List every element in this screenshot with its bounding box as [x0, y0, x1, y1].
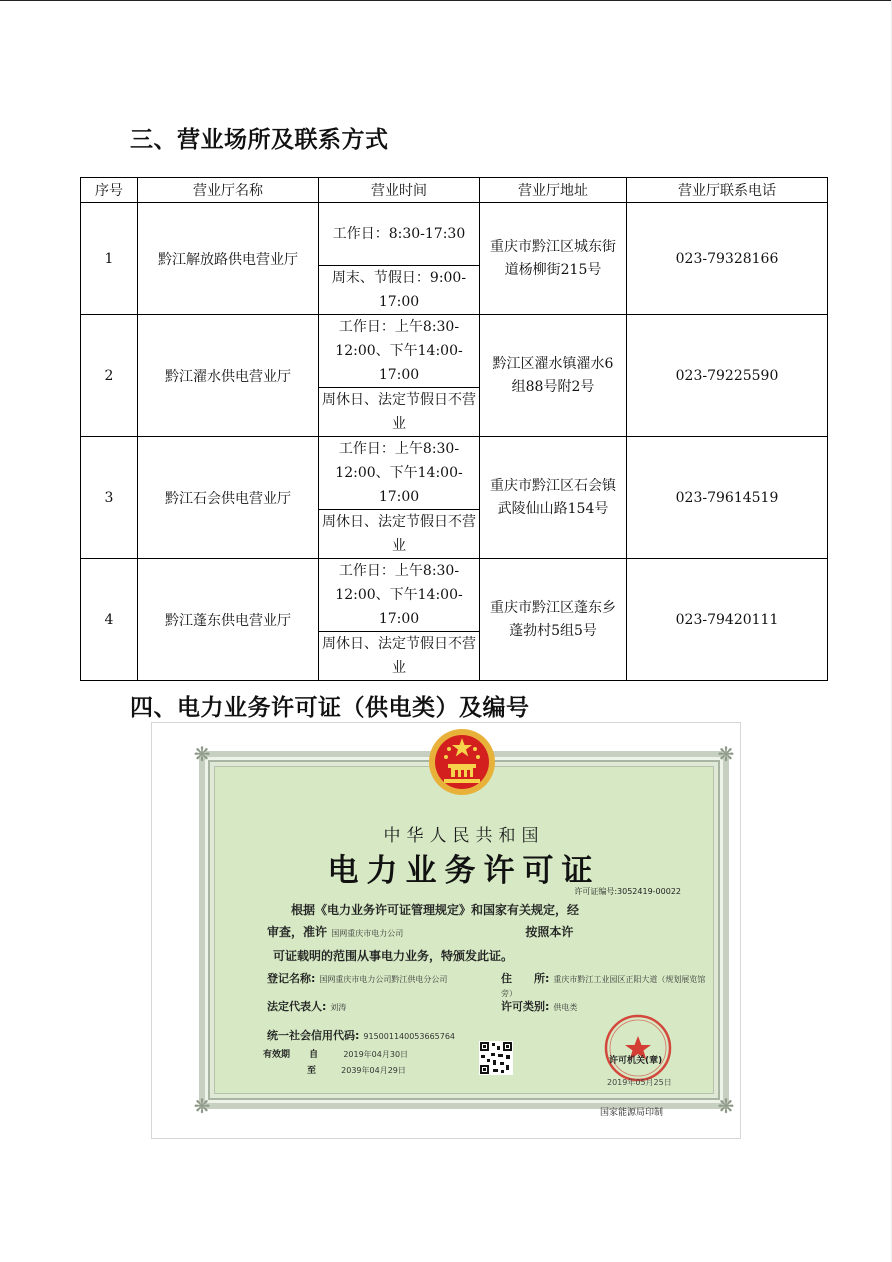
issuing-authority: 许可机关(章): [609, 1056, 663, 1066]
hall-phone: 023-79328166: [627, 203, 828, 315]
certificate-body: [267, 899, 667, 967]
ornament-corner-icon: ❋: [717, 742, 735, 766]
validity-label: 有效期: [263, 1050, 291, 1060]
national-emblem-icon: [427, 727, 497, 797]
ornament-corner-icon: ❋: [193, 742, 211, 766]
certificate-country: 中华人民共和国: [383, 826, 545, 846]
qr-code-icon: [479, 1041, 513, 1075]
hours-weekday: 工作日：上午8:30-12:00、下午14:00-17:00: [319, 315, 480, 388]
table-row: [81, 315, 828, 388]
hall-phone: 023-79420111: [627, 559, 828, 681]
table-header-row: [81, 178, 828, 203]
body-approve: 审查，准许: [267, 925, 328, 939]
hall-name: 黔江濯水供电营业厅: [138, 315, 319, 437]
license-certificate-image: [151, 722, 741, 1139]
table-row: [81, 559, 828, 632]
printer-note: 国家能源局印制: [600, 1108, 664, 1118]
hall-address: 黔江区濯水镇濯水6组88号附2号: [480, 315, 627, 437]
official-seal-icon: [603, 1013, 673, 1083]
section-3-title: 三、营业场所及联系方式: [130, 127, 389, 153]
table-row: [81, 437, 828, 510]
credit-code-label: 统一社会信用代码:: [267, 1029, 360, 1042]
body-line-2: [267, 921, 667, 945]
row-index: 3: [81, 437, 138, 559]
validity-to-label: 至: [307, 1066, 317, 1076]
validity-to-value: 2039年04月29日: [341, 1066, 406, 1075]
hours-weekday: 工作日：上午8:30-12:00、下午14:00-17:00: [319, 437, 480, 510]
validity-to: [307, 1063, 406, 1076]
domicile-label: 住 所:: [501, 972, 550, 985]
header-name: 营业厅名称: [138, 178, 319, 203]
legal-rep-label: 法定代表人:: [267, 1000, 327, 1013]
license-number: [574, 886, 681, 897]
issue-date: 2019年05月25日: [607, 1078, 672, 1087]
licensee: 国网重庆市电力公司: [331, 929, 404, 938]
hall-name: 黔江解放路供电营业厅: [138, 203, 319, 315]
hours-weekday: 工作日：8:30-17:30: [319, 203, 480, 266]
hall-name: 黔江石会供电营业厅: [138, 437, 319, 559]
credit-code-value: 915001140053665764: [363, 1032, 456, 1041]
header-index: 序号: [81, 178, 138, 203]
domicile-value: 重庆市黔江工业园区正阳大道（规划展览馆旁）: [501, 975, 706, 998]
hours-other: 周末、节假日：9:00-17:00: [319, 266, 480, 315]
license-type-value: 供电类: [553, 1003, 578, 1012]
row-index: 1: [81, 203, 138, 315]
hours-other: 周休日、法定节假日不营业: [319, 510, 480, 559]
license-type: [501, 998, 577, 1014]
registered-name-label: 登记名称:: [267, 972, 316, 985]
header-hours: 营业时间: [319, 178, 480, 203]
hours-weekday: 工作日：上午8:30-12:00、下午14:00-17:00: [319, 559, 480, 632]
hall-name: 黔江蓬东供电营业厅: [138, 559, 319, 681]
hall-phone: 023-79225590: [627, 315, 828, 437]
domicile: [501, 970, 711, 999]
hours-other: 周休日、法定节假日不营业: [319, 632, 480, 681]
table-row: [81, 203, 828, 266]
body-according: 按照本许: [525, 925, 574, 939]
row-index: 4: [81, 559, 138, 681]
certificate-title: 电力业务许可证: [327, 853, 601, 889]
validity-from-label: 自: [309, 1050, 319, 1060]
service-halls-table: [80, 177, 828, 681]
ornament-corner-icon: ❋: [717, 1094, 735, 1118]
hall-address: 重庆市黔江区蓬东乡蓬勃村5组5号: [480, 559, 627, 681]
header-phone: 营业厅联系电话: [627, 178, 828, 203]
header-address: 营业厅地址: [480, 178, 627, 203]
validity-from: [263, 1047, 408, 1060]
license-number-label: 许可证编号:: [574, 887, 618, 896]
legal-representative: [267, 998, 346, 1014]
row-index: 2: [81, 315, 138, 437]
license-type-label: 许可类别:: [501, 1000, 550, 1013]
legal-rep-value: 刘涛: [330, 1003, 347, 1012]
registered-name: [267, 970, 447, 986]
registered-name-value: 国网重庆市电力公司黔江供电分公司: [319, 975, 448, 984]
hours-other: 周休日、法定节假日不营业: [319, 388, 480, 437]
validity-from-value: 2019年04月30日: [343, 1050, 409, 1059]
section-4-title: 四、电力业务许可证（供电类）及编号: [130, 695, 530, 721]
credit-code: [267, 1027, 455, 1043]
ornament-corner-icon: ❋: [193, 1094, 211, 1118]
body-line-1: 根据《电力业务许可证管理规定》和国家有关规定，经: [291, 903, 580, 917]
page-top-border: [0, 0, 892, 1]
hall-address: 重庆市黔江区石会镇武陵仙山路154号: [480, 437, 627, 559]
license-number-value: 3052419-00022: [617, 887, 681, 896]
hall-address: 重庆市黔江区城东街道杨柳街215号: [480, 203, 627, 315]
body-line-3: 可证载明的范围从事电力业务，特颁发此证。: [273, 949, 514, 963]
hall-phone: 023-79614519: [627, 437, 828, 559]
